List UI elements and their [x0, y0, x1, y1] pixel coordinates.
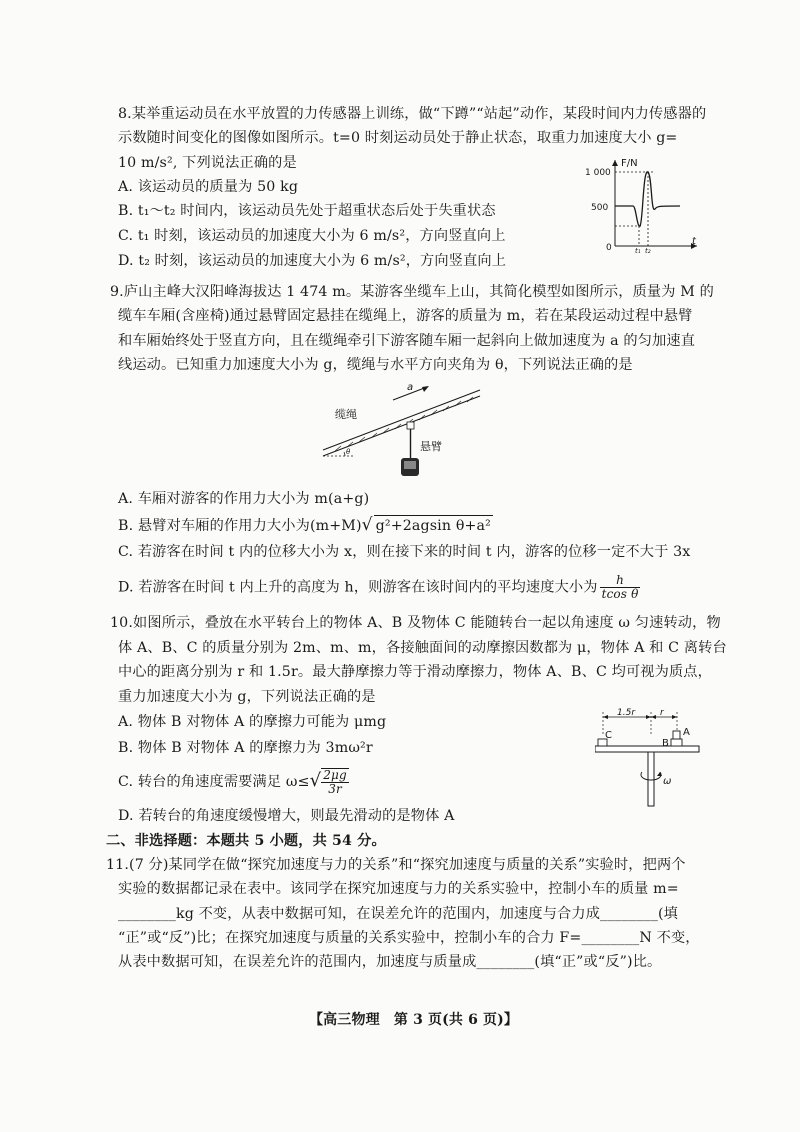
q9-option-d-denominator: tcos θ: [601, 587, 639, 601]
q11-line5: 从表中数据可知，在误差允许的范围内，加速度与质量成________(填“正”或“反”)比。: [118, 954, 662, 970]
force-time-graph: [585, 154, 700, 254]
graph-tick-500: 500: [591, 203, 609, 213]
q11-line2: 实验的数据都记录在表中。该同学在探究加速度与力的关系实验中，控制小车的质量 m=: [118, 881, 679, 897]
turntable-top: [595, 746, 699, 752]
graph-y-label: F/N: [621, 158, 638, 169]
force-curve: [615, 172, 680, 226]
q10-option-c: C. 转台的角速度需要满足 ω≤√ $\frac{2\mu g}{3r}$: [118, 768, 347, 796]
section-2-heading: 二、非选择题：本题共 5 小题，共 54 分。: [106, 833, 386, 849]
q10-option-c-numerator: 2μg: [323, 768, 347, 782]
graph-x-label: t: [692, 236, 696, 247]
page-footer: 【高三物理 第 3 页(共 6 页)】: [309, 1012, 519, 1028]
graph-origin: 0: [606, 243, 612, 253]
q10-stem-line2: 体 A、B、C 的质量分别为 2m、m、m，各接触面间的动摩擦因数都为 μ，物体 A 和 C 离转台: [118, 640, 727, 656]
q8-stem-line3: 10 m/s², 下列说法正确的是: [118, 155, 297, 171]
q8-stem-line1: 8.某举重运动员在水平放置的力传感器上训练，做“下蹲”“站起”动作，某段时间内力传感器的: [118, 106, 707, 122]
q11-line3: ________kg 不变，从表中数据可知，在误差允许的范围内，加速度与合力成________(填: [118, 906, 679, 922]
q9-stem-line4: 线运动。已知重力加速度大小为 g，缆绳与水平方向夹角为 θ，下列说法正确的是: [118, 357, 633, 373]
q10-stem-line4: 重力加速度大小为 g，下列说法正确的是: [118, 689, 376, 705]
q10-option-a: A. 物体 B 对物体 A 的摩擦力可能为 μmg: [118, 714, 387, 730]
block-b: [671, 739, 682, 746]
cable-car-diagram: [315, 380, 490, 480]
q10-option-c-denominator: 3r: [328, 782, 342, 796]
q9-stem-line1: 9.庐山主峰大汉阳峰海拔达 1 474 m。某游客坐缆车上山，其简化模型如图所示，质量为 M 的: [110, 284, 714, 300]
q9-option-d-fraction: [600, 574, 641, 601]
theta-label: θ: [346, 448, 351, 456]
q10-option-b: B. 物体 B 对物体 A 的摩擦力为 3mω²r: [118, 740, 373, 756]
q8-option-c: C. t₁ 时刻，该运动员的加速度大小为 6 m/s²，方向竖直向上: [118, 228, 506, 244]
q10-option-c-text: C. 转台的角速度需要满足 ω≤: [118, 774, 310, 790]
q9-option-c: C. 若游客在时间 t 内的位移大小为 x，则在接下来的时间 t 内，游客的位移一定不大于 3x: [118, 544, 691, 560]
q8-option-a: A. 该运动员的质量为 50 kg: [118, 179, 299, 195]
block-a-label: A: [683, 727, 690, 738]
dist-c-label: 1.5r: [617, 708, 636, 718]
q9-option-b: B. 悬臂对车厢的作用力大小为(m+M)√ g²+2agsin θ+a²: [118, 515, 491, 535]
q9-option-d: [118, 574, 640, 601]
omega-label: ω: [663, 776, 672, 787]
arm-label: 悬臂: [420, 440, 442, 453]
cable-label: 缆绳: [335, 408, 357, 421]
q9-option-d-numerator: h: [600, 574, 641, 588]
q8-stem-line2: 示数随时间变化的图像如图所示。t=0 时刻运动员处于静止状态，取重力加速度大小 g=: [118, 130, 678, 146]
block-b-label: B: [662, 738, 669, 749]
q9-stem-line3: 和车厢始终处于竖直方向，且在缆绳牵引下游客随车厢一起斜向上做加速度为 a 的匀加速直: [118, 333, 696, 349]
turntable-diagram: [595, 706, 705, 808]
q10-stem-line3: 中心的距离分别为 r 和 1.5r。最大静摩擦力等于滑动摩擦力，物体 A、B、C 均可视为质点，: [118, 664, 712, 680]
q9-option-b-radicand: g²+2agsin θ+a²: [374, 515, 493, 536]
graph-t2-label: t₂: [645, 247, 651, 254]
q8-option-d: D. t₂ 时刻，该运动员的加速度大小为 6 m/s²，方向竖直向上: [118, 253, 507, 269]
accel-label: a: [407, 382, 414, 393]
q10-option-d: D. 若转台的角速度缓慢增大，则最先滑动的是物体 A: [118, 808, 455, 824]
dist-a-label: r: [660, 708, 664, 718]
q9-option-b-text: B. 悬臂对车厢的作用力大小为(m+M): [118, 518, 362, 534]
q9-stem-line2: 缆车车厢(含座椅)通过悬臂固定悬挂在缆绳上，游客的质量为 m，若在某段运动过程中悬臂: [118, 308, 693, 324]
q11-line1: 11.(7 分)某同学在做“探究加速度与力的关系”和“探究加速度与质量的关系”实验时，把两个: [106, 857, 686, 873]
turntable-shaft: [648, 752, 654, 806]
graph-t1-label: t₁: [635, 247, 641, 254]
block-a: [673, 731, 680, 739]
q10-option-c-fraction: [321, 768, 349, 796]
q8-option-b: B. t₁～t₂ 时间内，该运动员先处于超重状态后处于失重状态: [118, 203, 496, 219]
block-c-label: C: [605, 730, 612, 741]
q11-line4: “正”或“反”)比；在探究加速度与质量的关系实验中，控制小车的合力 F=________N 不变，: [118, 930, 700, 946]
q9-option-d-text: D. 若游客在时间 t 内上升的高度为 h，则游客在该时间内的平均速度大小为: [118, 579, 598, 596]
graph-tick-1000: 1 000: [585, 168, 611, 178]
q10-stem-line1: 10.如图所示，叠放在水平转台上的物体 A、B 及物体 C 能随转台一起以角速度 ω 匀速转动，物: [110, 615, 721, 631]
q9-option-a: A. 车厢对游客的作用力大小为 m(a+g): [118, 491, 370, 507]
